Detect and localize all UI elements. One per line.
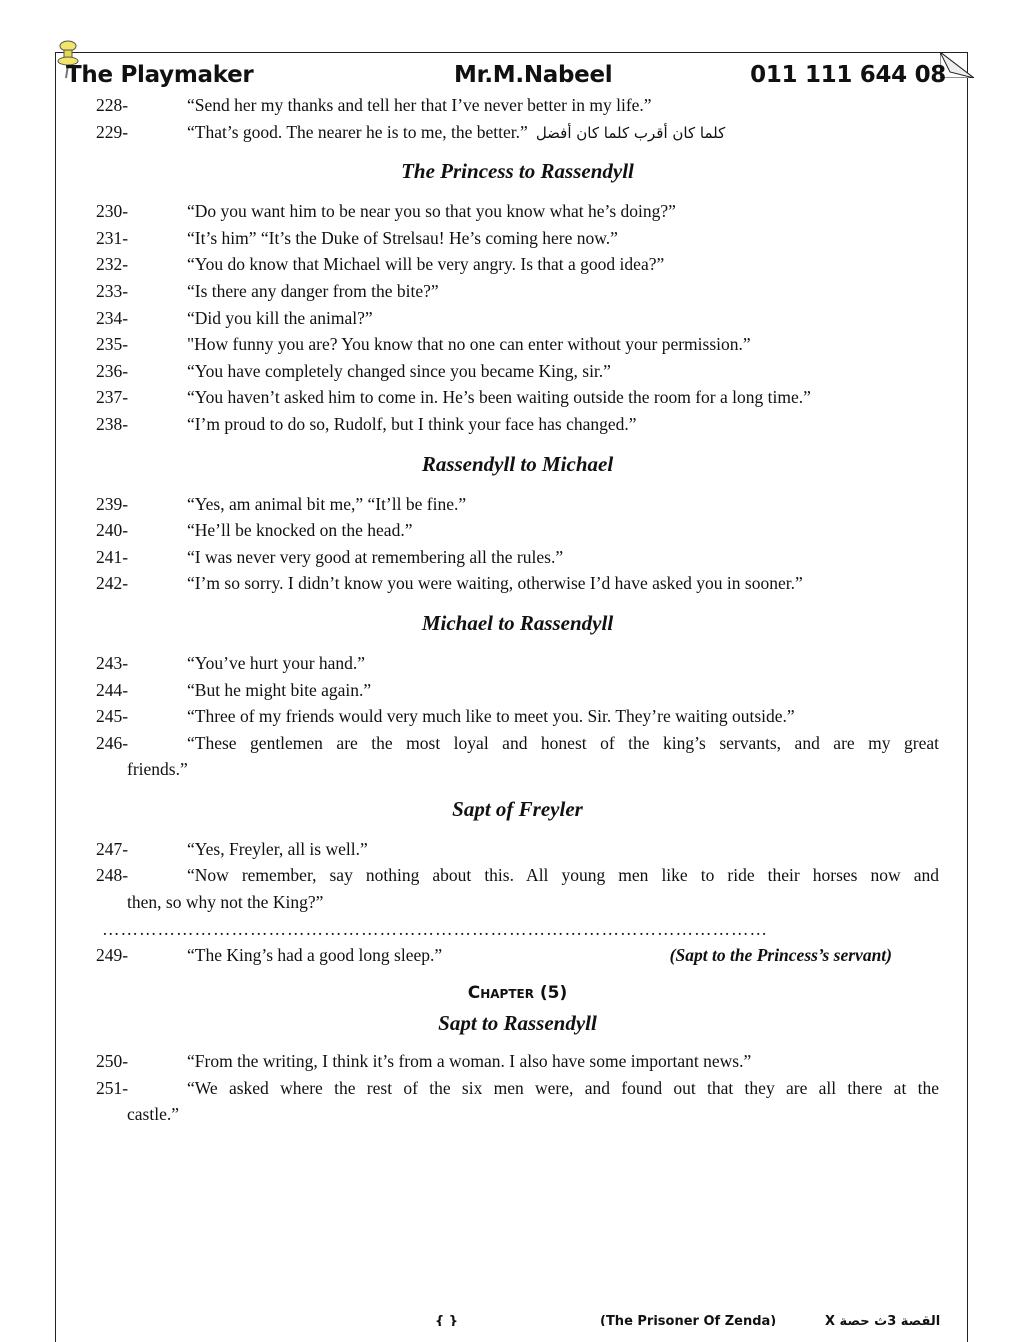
quote-text: “He’ll be knocked on the head.” — [187, 520, 413, 541]
quote-line — [96, 517, 939, 544]
quote-text: “You do know that Michael will be very angry. Is that a good idea?” — [187, 254, 665, 275]
quote-text: “I’m proud to do so, Rudolf, but I think your face has changed.” — [187, 413, 637, 434]
quote-continuation — [96, 889, 939, 916]
quotes-content — [96, 92, 939, 1128]
quote-number: 230- — [96, 201, 129, 222]
quote-text: “I was never very good at remembering all the rules.” — [187, 546, 564, 567]
quote-text: “I’m so sorry. I didn’t know you were waiting, otherwise I’d have asked you in sooner.” — [187, 573, 803, 594]
quote-text: “You’ve hurt your hand.” — [187, 652, 366, 673]
quote-number: 247- — [96, 838, 129, 859]
quote-number: 243- — [96, 652, 129, 673]
quote-text-continued: then, so why not the King?” — [127, 892, 324, 913]
quote-number: 228- — [96, 95, 129, 115]
quote-number: 234- — [96, 307, 129, 328]
section-heading: The Princess to Rassendyll — [401, 159, 634, 184]
footer-page-number: { } — [435, 1314, 459, 1326]
quote-text: “Yes, am animal bit me,” “It’ll be fine.” — [187, 493, 467, 514]
quote-line — [96, 544, 939, 571]
quote-text: “Do you want him to be near you so that you know what he’s doing?” — [187, 201, 676, 222]
quote-number: 235- — [96, 334, 129, 355]
quote-line — [96, 384, 939, 411]
quote-line — [96, 225, 939, 252]
quote-number: 229- — [96, 121, 129, 142]
quote-line — [96, 358, 939, 385]
page-footer — [55, 1312, 968, 1326]
quote-number: 231- — [96, 227, 129, 248]
quote-line — [96, 305, 939, 332]
quote-text: “Send her my thanks and tell her that I’ve never better in my life.” — [187, 95, 652, 115]
quote-text: “Three of my friends would very much like to meet you. Sir. They’re waiting outside.” — [187, 706, 795, 727]
header-brand: The Playmaker — [66, 62, 254, 88]
quote-text: “It’s him” “It’s the Duke of Strelsau! He’s coming here now.” — [187, 227, 618, 248]
quote-line — [96, 1048, 939, 1075]
quote-line — [96, 703, 939, 730]
quote-text: “We asked where the rest of the six men were, and found out that they are all there at the — [187, 1077, 939, 1098]
quote-number: 236- — [96, 360, 129, 381]
quote-text-continued: friends.” — [127, 759, 188, 780]
quote-number: 233- — [96, 280, 129, 301]
quote-text: “Is there any danger from the bite?” — [187, 280, 439, 301]
quote-number: 244- — [96, 679, 129, 700]
quote-text: “You haven’t asked him to come in. He’s been waiting outside the room for a long time.” — [187, 387, 811, 408]
quote-line — [96, 198, 939, 225]
chapter-title: Chapter (5) — [467, 983, 568, 1004]
quote-text: “Did you kill the animal?” — [187, 307, 373, 328]
quote-text-continued: castle.” — [127, 1104, 179, 1125]
quote-line — [96, 730, 939, 757]
footer-arabic-label: القصة 3ث حصة X — [825, 1314, 941, 1326]
header-phone: 011 111 644 08 — [750, 62, 946, 88]
quote-number: 238- — [96, 413, 129, 434]
quote-line — [96, 836, 939, 863]
quote-line — [96, 942, 939, 969]
quote-line — [96, 677, 939, 704]
quote-line — [96, 1075, 939, 1102]
quote-line — [96, 862, 939, 889]
section-heading: Sapt to Rassendyll — [438, 1011, 597, 1036]
quote-text: “That’s good. The nearer he is to me, the better.” كلما كان أقرب كلما كان أفضل — [187, 121, 726, 142]
quote-text: “From the writing, I think it’s from a woman. I also have some important news.” — [187, 1051, 752, 1072]
quote-text: “But he might bite again.” — [187, 679, 372, 700]
quote-line — [96, 92, 939, 119]
quote-line — [96, 278, 939, 305]
quote-continuation — [96, 1101, 939, 1128]
quote-text: “You have completely changed since you became King, sir.” — [187, 360, 611, 381]
quote-number: 246- — [96, 732, 129, 753]
quote-text: "How funny you are? You know that no one can enter without your permission.” — [187, 334, 751, 355]
quote-number: 249- — [96, 944, 129, 965]
quote-number: 240- — [96, 520, 129, 541]
quote-number: 242- — [96, 573, 129, 594]
quote-line — [96, 491, 939, 518]
quote-number: 245- — [96, 706, 129, 727]
quote-number: 251- — [96, 1077, 129, 1098]
quote-number: 248- — [96, 865, 129, 886]
quote-number: 241- — [96, 546, 129, 567]
quote-text: “Yes, Freyler, all is well.” — [187, 838, 368, 859]
quote-line — [96, 331, 939, 358]
quote-number: 239- — [96, 493, 129, 514]
page-header — [66, 62, 946, 94]
header-teacher-name: Mr.M.Nabeel — [454, 62, 613, 88]
quote-line — [96, 570, 939, 597]
section-heading: Rassendyll to Michael — [421, 451, 614, 476]
speaker-attribution: (Sapt to the Princess’s servant) — [669, 944, 892, 965]
section-heading: Sapt of Freyler — [452, 796, 583, 821]
quote-continuation — [96, 756, 939, 783]
quote-line — [96, 119, 939, 146]
section-heading: Michael to Rassendyll — [421, 610, 614, 635]
quote-number: 232- — [96, 254, 129, 275]
quote-line — [96, 251, 939, 278]
footer-book-title: (The Prisoner Of Zenda) — [600, 1314, 777, 1326]
arabic-translation: كلما كان أقرب كلما كان أفضل — [535, 123, 726, 142]
quote-number: 237- — [96, 387, 129, 408]
quote-text: “Now remember, say nothing about this. All young men like to ride their horses now and — [187, 865, 939, 886]
quote-text: “These gentlemen are the most loyal and honest of the king’s servants, and are my great — [187, 732, 939, 753]
quote-text: “The King’s had a good long sleep.” — [187, 944, 443, 965]
dotted-separator: ……………………………………………………………………………………………… — [102, 918, 768, 939]
quote-line — [96, 411, 939, 438]
quote-line — [96, 650, 939, 677]
quote-number: 250- — [96, 1051, 129, 1072]
